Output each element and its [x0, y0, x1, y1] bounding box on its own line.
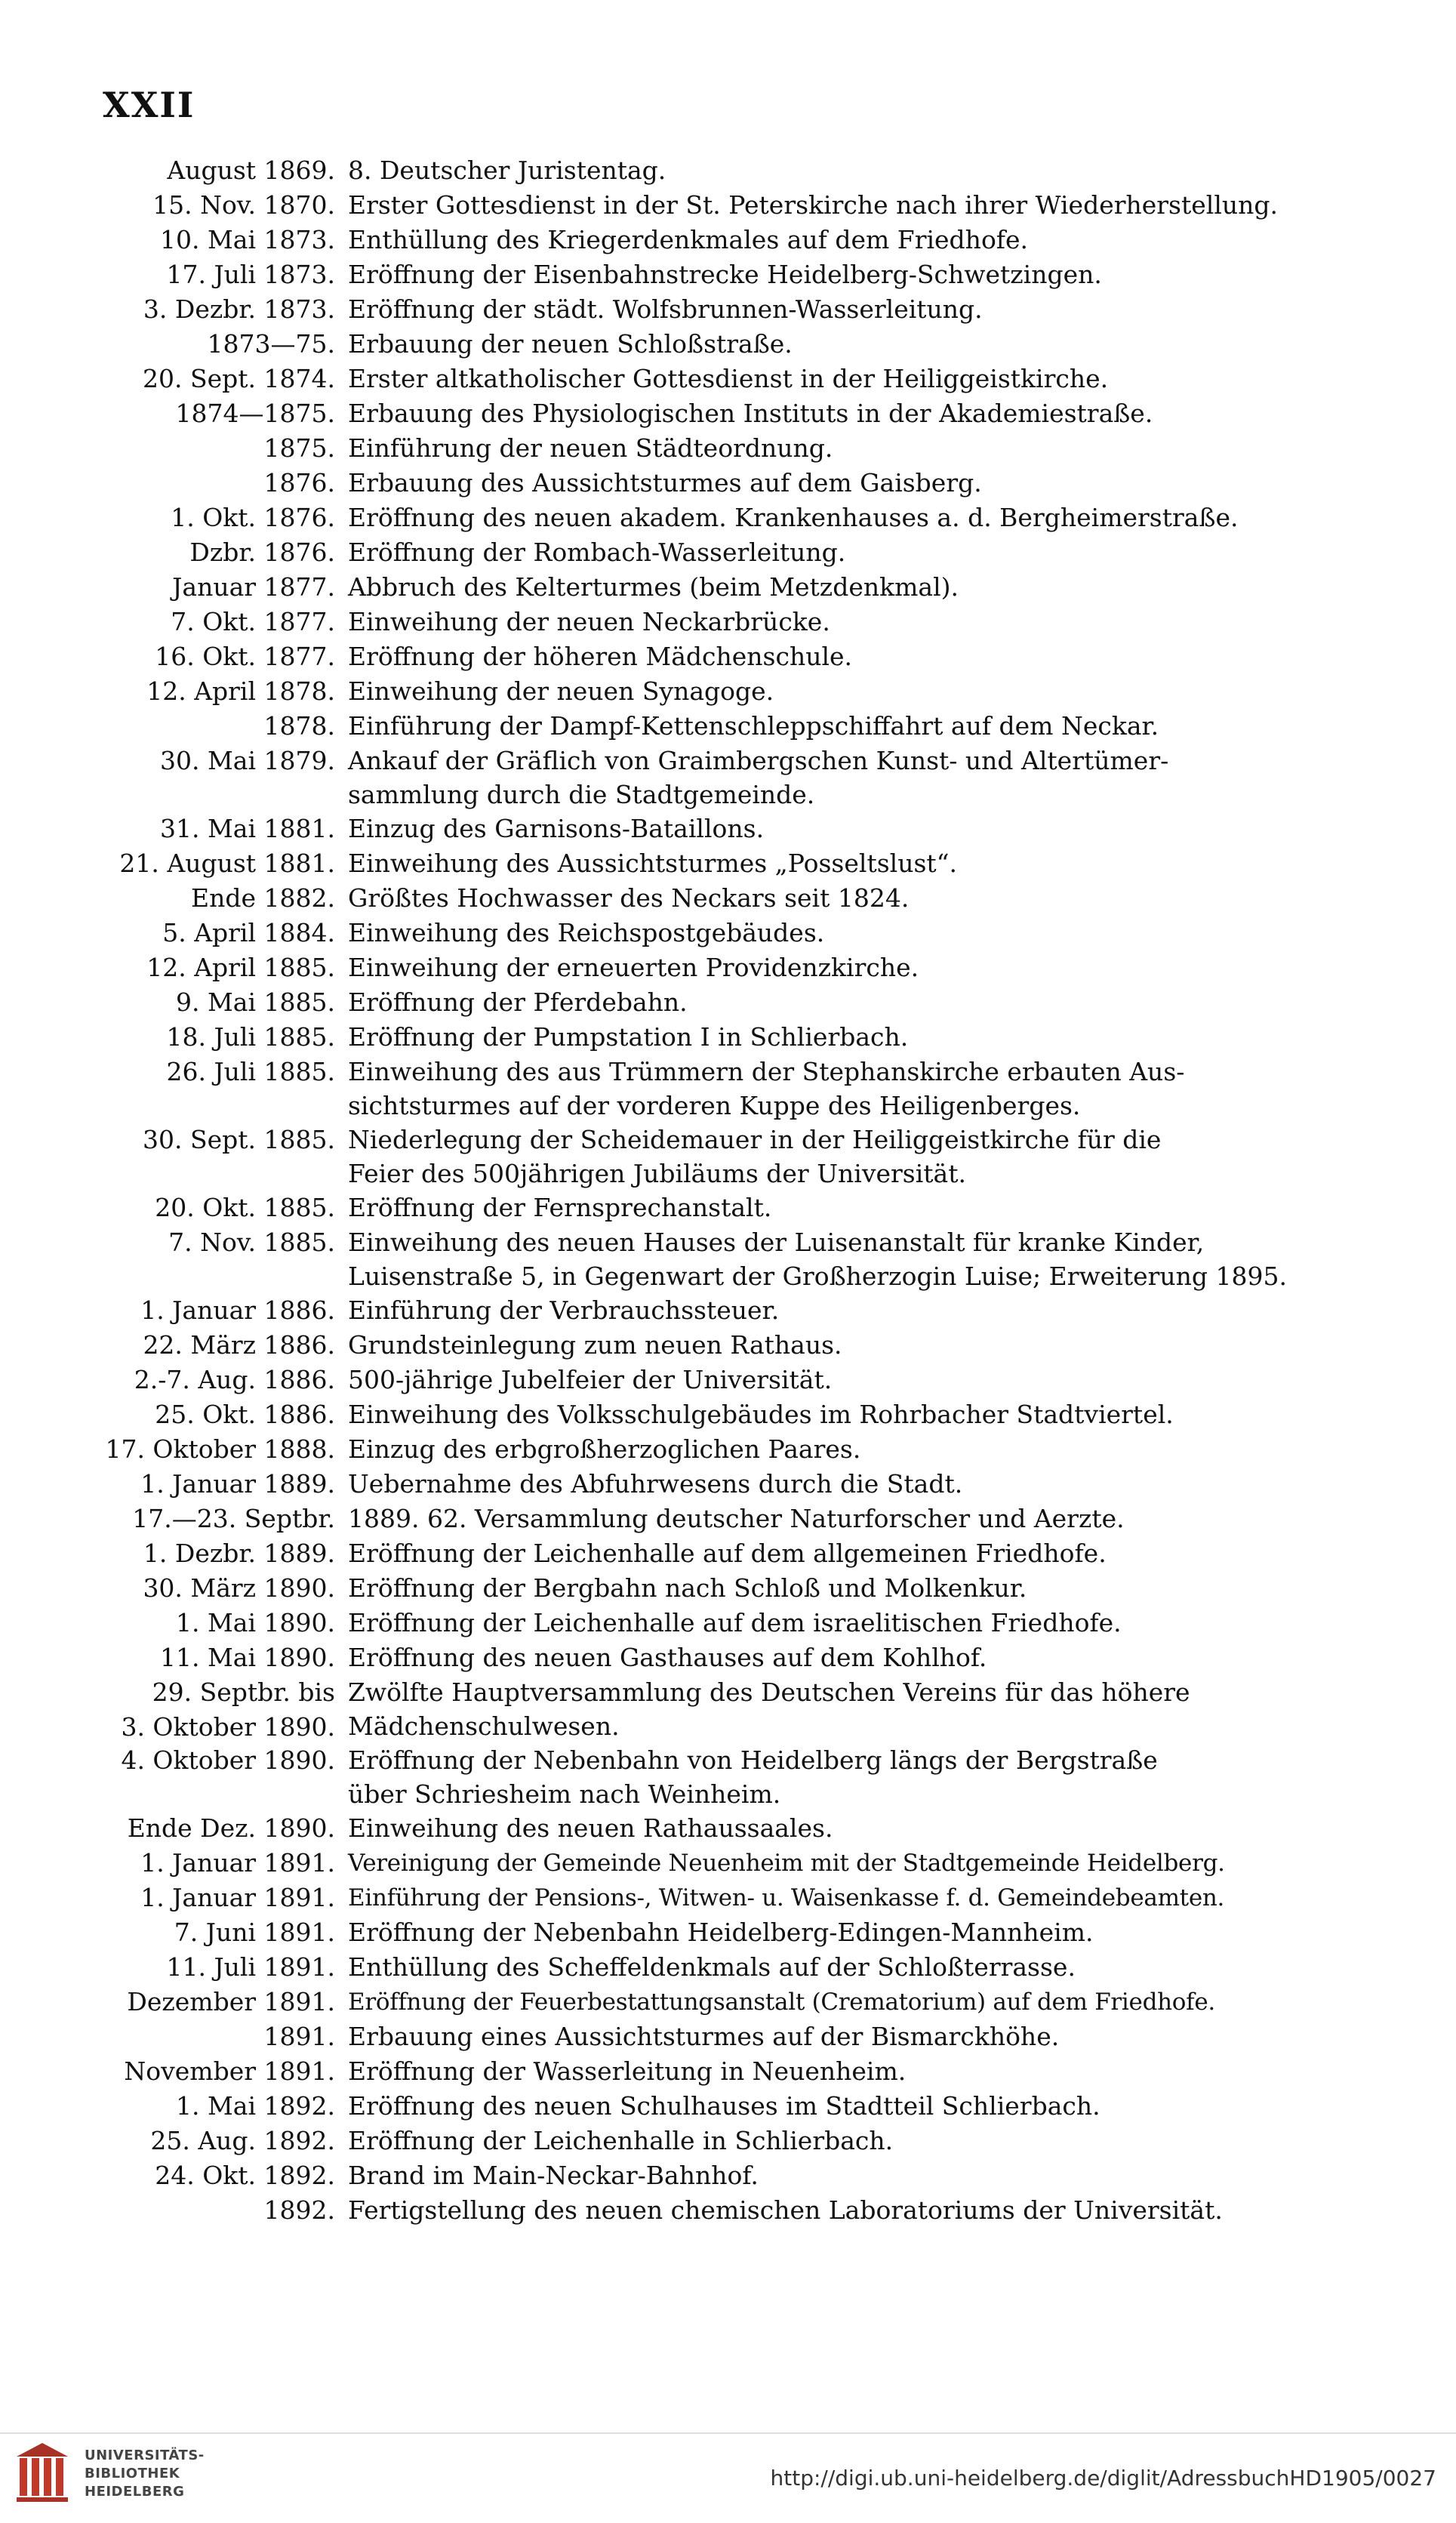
entry-text: Grundsteinlegung zum neuen Rathaus. [348, 1330, 842, 1360]
entry-date: Januar 1877. [172, 572, 335, 602]
entry-text: Erster altkatholischer Gottesdienst in der Heiliggeistkirche. [348, 364, 1109, 393]
entry-date: 5. April 1884. [162, 918, 335, 947]
entry-date: 30. März 1890. [143, 1573, 335, 1603]
chronology-entry [0, 1467, 1456, 1502]
chronology-entry [0, 1675, 1456, 1743]
entry-date: 1873—75. [207, 329, 335, 359]
entry-date: Dzbr. 1876. [189, 538, 335, 567]
entry-date: 29. Septbr. bis 3. Oktober 1890. [121, 1677, 335, 1742]
entry-date: 2.-7. Aug. 1886. [134, 1365, 335, 1394]
chronology-entry [0, 1397, 1456, 1432]
chronology-entry [0, 1328, 1456, 1363]
chronology-entry [0, 1915, 1456, 1950]
chronology-entry [0, 327, 1456, 362]
chronology-entry [0, 2124, 1456, 2158]
entry-date: 1. Januar 1891. [140, 1848, 335, 1878]
entry-text: Erbauung des Aussichtsturmes auf dem Gaisberg. [348, 468, 982, 498]
entry-date: 1. Okt. 1876. [171, 503, 335, 532]
logo-text-line: UNIVERSITÄTS- [85, 2448, 205, 2463]
entry-date: 25. Okt. 1886. [155, 1400, 335, 1429]
chronology-entry [0, 639, 1456, 674]
entry-date: 11. Juli 1891. [166, 1952, 335, 1982]
entry-text: Eröffnung des neuen akadem. Krankenhauses a. d. Bergheimerstraße. [348, 503, 1239, 532]
chronology-entry [0, 466, 1456, 501]
entry-text: Enthüllung des Scheffeldenkmals auf der Schloßterrasse. [348, 1952, 1076, 1982]
entry-date: 20. Okt. 1885. [155, 1193, 335, 1222]
entry-text: Einführung der Verbrauchssteuer. [348, 1295, 780, 1325]
chronology-entry [0, 431, 1456, 466]
entry-date: 30. Mai 1879. [160, 746, 335, 775]
entry-date: 24. Okt. 1892. [155, 2161, 335, 2190]
chronology-entry [0, 1743, 1456, 1811]
chronology-entry [0, 1950, 1456, 1985]
chronology-entry [0, 1640, 1456, 1675]
chronology-entry [0, 257, 1456, 292]
entry-date: 9. Mai 1885. [176, 987, 335, 1017]
chronology-entry [0, 2193, 1456, 2228]
footer-divider [0, 2432, 1456, 2434]
entry-date: 3. Dezbr. 1873. [143, 294, 335, 324]
entry-text: Eröffnung der Bergbahn nach Schloß und Molkenkur. [348, 1573, 1027, 1603]
entry-text: Eröffnung des neuen Gasthauses auf dem Kohlhof. [348, 1643, 987, 1672]
entry-date: Ende Dez. 1890. [127, 1813, 335, 1843]
chronology-entry [0, 1191, 1456, 1225]
entry-text: Eröffnung der Leichenhalle in Schlierbach. [348, 2126, 894, 2155]
entry-date: 26. Juli 1885. [166, 1057, 335, 1086]
entry-date: Ende 1882. [191, 883, 335, 913]
chronology-entry [0, 985, 1456, 1020]
entry-text: Eröffnung der Wasserleitung in Neuenheim. [348, 2056, 907, 2086]
entry-text: Einzug des erbgroßherzoglichen Paares. [348, 1434, 861, 1464]
chronology-entry [0, 1363, 1456, 1397]
chronology-entry [0, 153, 1456, 188]
entry-text: Ankauf der Gräflich von Graimbergschen Kunst- und Altertümer- sammlung durch die Stadtgemeinde. [348, 746, 1169, 809]
entry-date: 7. Nov. 1885. [168, 1228, 335, 1257]
entry-date: 1876. [263, 468, 335, 498]
entry-date: 1874—1875. [175, 399, 335, 428]
chronology-entry [0, 812, 1456, 846]
chronology-entry [0, 916, 1456, 950]
entry-text: 8. Deutscher Juristentag. [348, 156, 666, 185]
entry-text: Einweihung der neuen Synagoge. [348, 676, 774, 706]
entry-date: 17. Oktober 1888. [105, 1434, 335, 1464]
entry-date: 17.—23. Septbr. [132, 1504, 335, 1533]
entry-text: Einweihung des Reichspostgebäudes. [348, 918, 825, 947]
chronology-entry [0, 674, 1456, 709]
entry-date: 7. Okt. 1877. [171, 607, 335, 636]
entry-date: 22. März 1886. [143, 1330, 335, 1360]
chronology-entry [0, 1123, 1456, 1191]
entry-date: 30. Sept. 1885. [143, 1125, 335, 1154]
entry-text: Eröffnung der Leichenhalle auf dem allgemeinen Friedhofe. [348, 1539, 1107, 1568]
entry-text: Eröffnung der Nebenbahn von Heidelberg längs der Bergstraße über Schriesheim nach Weinheim. [348, 1745, 1158, 1809]
chronology-entry [0, 1811, 1456, 1846]
chronology-entry [0, 1225, 1456, 1293]
entry-text: Einweihung der erneuerten Providenzkirche. [348, 953, 919, 982]
entry-text: Erster Gottesdienst in der St. Peterskirche nach ihrer Wiederherstellung. [348, 190, 1279, 220]
entry-text: Fertigstellung des neuen chemischen Laboratoriums der Universität. [348, 2195, 1223, 2225]
entry-text: Erbauung des Physiologischen Instituts in der Akademiestraße. [348, 399, 1153, 428]
entry-text: Einweihung des aus Trümmern der Stephanskirche erbauten Aus- sichtsturmes auf der vorderen Kuppe des Heiligenberges. [348, 1057, 1185, 1120]
entry-date: 18. Juli 1885. [166, 1022, 335, 1052]
chronology-entry [0, 1846, 1456, 1881]
entry-text: Einweihung des neuen Hauses der Luisenanstalt für kranke Kinder, Luisenstraße 5, in Gegenwart der Großherzogin Luise; Erweiterung 1895. [348, 1228, 1288, 1291]
entry-text: Eröffnung der Fernsprechanstalt. [348, 1193, 772, 1222]
source-url-link[interactable]: http://digi.ub.uni-heidelberg.de/diglit/AdressbuchHD1905/0027 [770, 2466, 1436, 2491]
entry-text: Eröffnung der städt. Wolfsbrunnen-Wasserleitung. [348, 294, 983, 324]
entry-text: Einweihung des neuen Rathaussaales. [348, 1813, 833, 1843]
chronology-entry [0, 570, 1456, 605]
entry-date: 1878. [263, 711, 335, 741]
entry-text: Eröffnung der höheren Mädchenschule. [348, 642, 853, 671]
entry-text: Brand im Main-Neckar-Bahnhof. [348, 2161, 759, 2190]
entry-date: 12. April 1878. [146, 676, 335, 706]
chronology-entry [0, 1881, 1456, 1915]
entry-text: Einzug des Garnisons-Bataillons. [348, 814, 765, 843]
chronology-list [0, 153, 1456, 2228]
entry-date: 15. Nov. 1870. [152, 190, 335, 220]
entry-date: 1. Januar 1891. [140, 1883, 335, 1912]
entry-text: 500-jährige Jubelfeier der Universität. [348, 1365, 833, 1394]
entry-text: Eröffnung der Pferdebahn. [348, 987, 688, 1017]
entry-text: Enthüllung des Kriegerdenkmales auf dem Friedhofe. [348, 225, 1029, 254]
entry-text: Abbruch des Kelterturmes (beim Metzdenkmal). [348, 572, 959, 602]
chronology-entry [0, 605, 1456, 639]
chronology-entry [0, 396, 1456, 431]
chronology-entry [0, 501, 1456, 535]
entry-date: 1. Januar 1886. [140, 1295, 335, 1325]
chronology-entry [0, 535, 1456, 570]
entry-date: 11. Mai 1890. [160, 1643, 335, 1672]
chronology-entry [0, 2089, 1456, 2124]
entry-text: Eröffnung der Eisenbahnstrecke Heidelberg-Schwetzingen. [348, 260, 1102, 289]
entry-text: Uebernahme des Abfuhrwesens durch die Stadt. [348, 1469, 963, 1499]
entry-date: 10. Mai 1873. [160, 225, 335, 254]
chronology-entry [0, 2019, 1456, 2054]
chronology-entry [0, 1020, 1456, 1055]
chronology-entry [0, 2054, 1456, 2089]
entry-date: 21. August 1881. [119, 849, 335, 878]
chronology-entry [0, 744, 1456, 812]
entry-text: Einführung der Dampf-Kettenschleppschiffahrt auf dem Neckar. [348, 711, 1159, 741]
chronology-entry [0, 1606, 1456, 1640]
entry-text: Erbauung eines Aussichtsturmes auf der Bismarckhöhe. [348, 2022, 1060, 2051]
entry-date: 12. April 1885. [146, 953, 335, 982]
entry-text: Größtes Hochwasser des Neckars seit 1824. [348, 883, 910, 913]
chronology-entry [0, 881, 1456, 916]
chronology-entry [0, 1432, 1456, 1467]
entry-date: 1891. [263, 2022, 335, 2051]
entry-text: Eröffnung der Pumpstation I in Schlierbach. [348, 1022, 909, 1052]
entry-text: Erbauung der neuen Schloßstraße. [348, 329, 793, 359]
library-logo [15, 2437, 205, 2512]
entry-text: Einführung der neuen Städteordnung. [348, 433, 833, 463]
chronology-entry [0, 846, 1456, 881]
chronology-entry [0, 188, 1456, 223]
entry-date: 1. Mai 1892. [176, 2091, 335, 2121]
chronology-entry [0, 1055, 1456, 1123]
entry-date: 16. Okt. 1877. [155, 642, 335, 671]
entry-text: Niederlegung der Scheidemauer in der Heiliggeistkirche für die Feier des 500jährigen Jubiläums der Universität. [348, 1125, 1162, 1188]
chronology-entry [0, 1502, 1456, 1536]
chronology-entry [0, 2158, 1456, 2193]
entry-text: 1889. 62. Versammlung deutscher Naturforscher und Aerzte. [348, 1504, 1125, 1533]
logo-text-line: HEIDELBERG [85, 2484, 185, 2500]
entry-text: Eröffnung der Nebenbahn Heidelberg-Edingen-Mannheim. [348, 1918, 1094, 1947]
entry-date: 1875. [263, 433, 335, 463]
entry-date: 17. Juli 1873. [166, 260, 335, 289]
chronology-entry [0, 223, 1456, 257]
chronology-entry [0, 709, 1456, 744]
entry-date: 1892. [263, 2195, 335, 2225]
chronology-entry [0, 950, 1456, 985]
entry-text: Eröffnung der Rombach-Wasserleitung. [348, 538, 846, 567]
entry-date: 1. Januar 1889. [140, 1469, 335, 1499]
entry-date: 25. Aug. 1892. [150, 2126, 335, 2155]
entry-date: 4. Oktober 1890. [121, 1745, 335, 1775]
chronology-entry [0, 1571, 1456, 1606]
entry-text: Vereinigung der Gemeinde Neuenheim mit der Stadtgemeinde Heidelberg. [348, 1850, 1225, 1877]
entry-text: Zwölfte Hauptversammlung des Deutschen Vereins für das höhere Mädchenschulwesen. [348, 1677, 1190, 1741]
entry-date: November 1891. [124, 2056, 335, 2086]
entry-date: August 1869. [167, 156, 335, 185]
chronology-entry [0, 362, 1456, 396]
entry-date: 1. Mai 1890. [176, 1608, 335, 1637]
chronology-entry [0, 1985, 1456, 2019]
entry-text: Einführung der Pensions-, Witwen- u. Waisenkasse f. d. Gemeindebeamten. [348, 1884, 1225, 1912]
entry-text: Eröffnung der Leichenhalle auf dem israelitischen Friedhofe. [348, 1608, 1122, 1637]
entry-text: Eröffnung der Feuerbestattungsanstalt (Crematorium) auf dem Friedhofe. [348, 1989, 1215, 2016]
page-number: XXII [103, 85, 195, 125]
entry-text: Einweihung des Aussichtsturmes „Posseltslust“. [348, 849, 958, 878]
entry-date: Dezember 1891. [127, 1987, 335, 2016]
chronology-entry [0, 1536, 1456, 1571]
entry-date: 20. Sept. 1874. [143, 364, 335, 393]
chronology-entry [0, 292, 1456, 327]
entry-text: Eröffnung des neuen Schulhauses im Stadtteil Schlierbach. [348, 2091, 1100, 2121]
library-emblem-icon [15, 2440, 72, 2506]
entry-text: Einweihung des Volksschulgebäudes im Rohrbacher Stadtviertel. [348, 1400, 1174, 1429]
entry-text: Einweihung der neuen Neckarbrücke. [348, 607, 830, 636]
logo-text-line: BIBLIOTHEK [85, 2466, 180, 2481]
chronology-entry [0, 1293, 1456, 1328]
entry-date: 31. Mai 1881. [160, 814, 335, 843]
entry-date: 7. Juni 1891. [174, 1918, 335, 1947]
entry-date: 1. Dezbr. 1889. [143, 1539, 335, 1568]
